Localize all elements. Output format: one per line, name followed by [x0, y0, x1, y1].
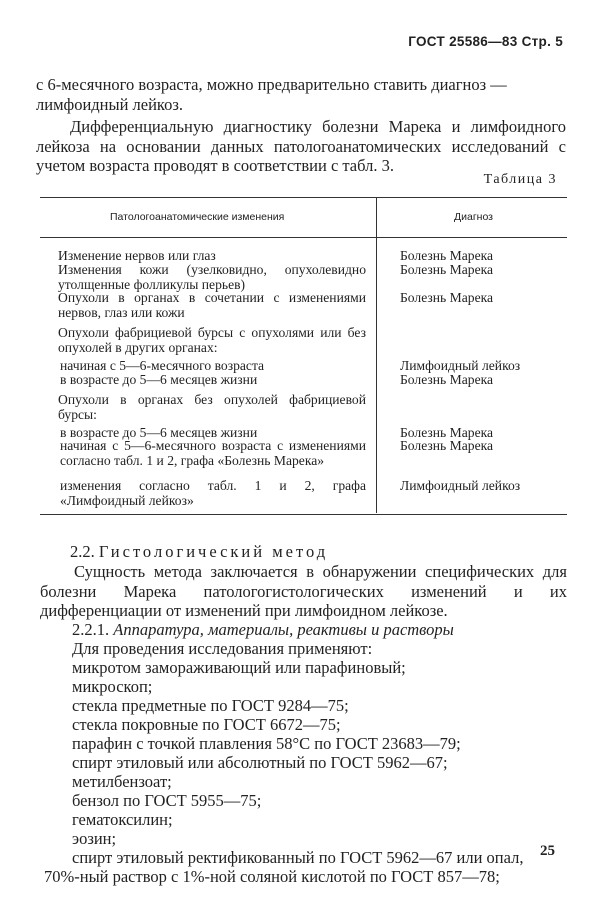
table-row-text: Изменения кожи (узелковидно, опухолевидно утолщенные фолликулы перьев)	[58, 262, 366, 292]
intro-line-1: с 6-месячного возраста, можно предварительно ставить диагноз —	[36, 75, 507, 94]
table-row-diagnosis: Болезнь Марека	[400, 372, 494, 387]
table-row-diagnosis: Лимфоидный лейкоз	[400, 478, 521, 493]
table-row-text: Опухоли в органах в сочетании с изменениями нервов, глаз или кожи	[58, 290, 366, 320]
table-row-text: Опухоли фабрициевой бурсы с опухолями или без опухолей в других органах:	[58, 325, 366, 355]
intro-line-2: лимфоидный лейкоз.	[36, 95, 184, 114]
list-item: спирт этиловый или абсолютный по ГОСТ 5962—67;	[72, 753, 448, 772]
table-row-text: начиная с 5—6-месячного возраста с изменениями согласно табл. 1 и 2, графа «Болезнь Марека»	[60, 438, 366, 468]
table-row-diagnosis: Болезнь Марека	[400, 290, 494, 305]
page-header: ГОСТ 25586—83 Стр. 5	[408, 34, 563, 49]
table-title: Таблица 3	[483, 172, 557, 187]
table-column-divider	[376, 197, 377, 513]
table-row-diagnosis: Болезнь Марека	[400, 262, 494, 277]
list-item: стекла покровные по ГОСТ 6672—75;	[72, 715, 341, 734]
list-item: парафин с точкой плавления 58°С по ГОСТ 23683—79;	[72, 734, 461, 753]
list-item: метилбензоат;	[72, 772, 172, 791]
list-intro: Для проведения исследования применяют:	[72, 639, 373, 658]
list-item: микротом замораживающий или парафиновый;	[72, 658, 406, 677]
section-heading	[70, 542, 328, 562]
paragraph-table-reference: Дифференциальную диагностику болезни Марека и лимфоидного лейкоза на основании данных патологоанатомических исследований с учетом возраста проводят в соответствии с табл. 3.	[36, 117, 566, 175]
list-item: спирт этиловый ректификованный по ГОСТ 5962—67 или опал,	[72, 848, 524, 867]
subsection-heading	[72, 620, 572, 639]
list-item: микроскоп;	[72, 677, 153, 696]
table-row-text: изменения согласно табл. 1 и 2, графа «Лимфоидный лейкоз»	[60, 478, 366, 508]
list-item: эозин;	[72, 829, 117, 848]
table-row-text: Изменение нервов или глаз	[58, 248, 216, 263]
table-top-rule	[40, 197, 567, 198]
column-header-diagnosis: Диагноз	[454, 211, 493, 223]
table-row-text: Опухоли в органах без опухолей фабрициевой бурсы:	[58, 392, 366, 422]
section-title: Гистологический метод	[98, 542, 329, 561]
list-item: бензол по ГОСТ 5955—75;	[72, 791, 262, 810]
table-header-rule	[40, 237, 567, 238]
page-number: 25	[540, 843, 555, 859]
list-item: гематоксилин;	[72, 810, 173, 829]
table-row-text: начиная с 5—6-месячного возраста	[60, 358, 265, 373]
list-item: стекла предметные по ГОСТ 9284—75;	[72, 696, 349, 715]
list-item-continuation: 70%-ный раствор с 1%-ной соляной кислотой по ГОСТ 857—78;	[44, 867, 500, 886]
diagnosis-table	[40, 193, 567, 520]
table-bottom-rule	[40, 514, 567, 515]
table-row-diagnosis: Лимфоидный лейкоз	[400, 358, 521, 373]
table-row-text: в возрасте до 5—6 месяцев жизни	[60, 425, 258, 440]
table-row-diagnosis: Болезнь Марека	[400, 248, 494, 263]
column-header-changes: Патологоанатомические изменения	[110, 211, 285, 223]
section-number: 2.2.	[70, 542, 95, 561]
table-row-text: в возрасте до 5—6 месяцев жизни	[60, 372, 258, 387]
table-row-diagnosis: Болезнь Марека	[400, 438, 494, 453]
subsection-number: 2.2.1.	[72, 620, 110, 639]
table-row-diagnosis: Болезнь Марека	[400, 425, 494, 440]
section-body: Сущность метода заключается в обнаружении специфических для болезни Марека патологогистологических изменений и их дифференциации от изменений при лимфоидном лейкозе.	[40, 562, 567, 620]
subsection-title: Аппаратура, материалы, реактивы и растворы	[113, 620, 454, 639]
